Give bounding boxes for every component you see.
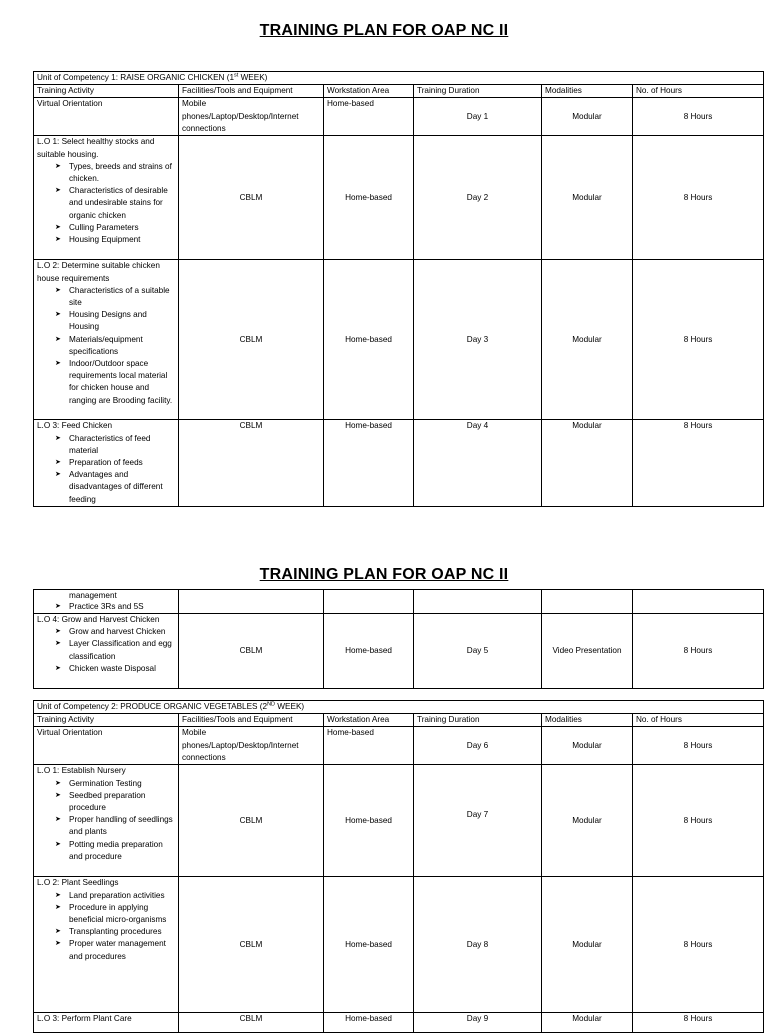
list-item: ➤ Practice 3Rs and 5S — [69, 601, 175, 612]
learning-outcome: L.O 2: Determine suitable chicken house requirements — [37, 261, 160, 283]
list-item: ➤ Housing Equipment — [69, 234, 175, 246]
list-item: ➤ Chicken waste Disposal — [69, 663, 175, 675]
list-item: ➤ Housing Designs and Housing — [69, 309, 175, 333]
list-item: ➤ Proper handling of seedlings and plants — [69, 814, 175, 838]
table-row — [34, 98, 764, 136]
activity-cell: Virtual Orientation — [34, 98, 179, 136]
facilities-cell: CBLM — [179, 614, 324, 689]
learning-outcome: L.O 4: Grow and Harvest Chicken — [37, 615, 160, 624]
activity-cell: Virtual Orientation — [34, 727, 179, 765]
activity-cell — [34, 260, 179, 420]
modality-cell: Modular — [542, 877, 633, 1013]
workstation-cell: Home-based — [324, 136, 414, 260]
unit-header-row — [34, 701, 764, 714]
activity-cell — [34, 614, 179, 689]
learning-outcome: L.O 2: Plant Seedlings — [37, 878, 119, 888]
hours-cell: 8 Hours — [633, 1013, 764, 1033]
hours-cell: 8 Hours — [633, 420, 764, 506]
topic-list — [37, 626, 175, 675]
table-row — [34, 420, 764, 506]
list-item: ➤ Preparation of feeds — [69, 457, 175, 469]
workstation-cell: Home-based — [324, 98, 414, 136]
list-item: ➤ Grow and harvest Chicken — [69, 626, 175, 638]
modality-cell: Modular — [542, 420, 633, 506]
list-item: ➤ Indoor/Outdoor space requirements local material for chicken house and ranging are Brooding facility. — [69, 358, 175, 407]
duration-cell: Day 7 — [414, 765, 542, 877]
header-workstation: Workstation Area — [324, 714, 414, 727]
modality-cell: Modular — [542, 1013, 633, 1033]
facilities-cell: CBLM — [179, 1013, 324, 1033]
header-modalities: Modalities — [542, 85, 633, 98]
facilities-cell: CBLM — [179, 765, 324, 877]
facilities-cell — [179, 590, 324, 614]
header-workstation: Workstation Area — [324, 85, 414, 98]
training-plan-table-unit-1 — [33, 71, 764, 507]
column-header-row — [34, 714, 764, 727]
training-plan-table-continued — [33, 589, 764, 689]
learning-outcome: L.O 1: Establish Nursery — [37, 766, 126, 776]
duration-cell: Day 4 — [414, 420, 542, 506]
topic-list — [37, 433, 175, 506]
activity-cell — [34, 420, 179, 506]
learning-outcome: L.O 3: Feed Chicken — [37, 421, 113, 431]
hours-cell: 8 Hours — [633, 260, 764, 420]
list-item: ➤ Types, breeds and strains of chicken. — [69, 161, 175, 185]
facilities-cell: CBLM — [179, 420, 324, 506]
modality-cell: Modular — [542, 727, 633, 765]
table-row — [34, 614, 764, 689]
topic-list — [37, 890, 175, 963]
hours-cell: 8 Hours — [633, 727, 764, 765]
workstation-cell: Home-based — [324, 420, 414, 506]
activity-cell — [34, 1013, 179, 1033]
modality-cell: Modular — [542, 260, 633, 420]
unit-of-competency-1: Unit of Competency 1: RAISE ORGANIC CHICKEN (1st WEEK) — [34, 72, 764, 85]
facilities-cell: Mobile phones/Laptop/Desktop/Internet connections — [179, 727, 324, 765]
header-facilities: Facilities/Tools and Equipment — [179, 85, 324, 98]
continued-text: management — [69, 591, 117, 600]
list-item: ➤ Potting media preparation and procedure — [69, 839, 175, 863]
list-item: ➤ Materials/equipment specifications — [69, 334, 175, 358]
learning-outcome: L.O 1: Select healthy stocks and suitable housing. — [37, 137, 155, 159]
list-item: ➤ Layer Classification and egg classification — [69, 638, 175, 662]
duration-cell: Day 5 — [414, 614, 542, 689]
workstation-cell: Home-based — [324, 1013, 414, 1033]
unit-of-competency-2: Unit of Competency 2: PRODUCE ORGANIC VEGETABLES (2ND WEEK) — [34, 701, 764, 714]
duration-cell — [414, 590, 542, 614]
facilities-cell: Mobile phones/Laptop/Desktop/Internet connections — [179, 98, 324, 136]
unit-header-row — [34, 72, 764, 85]
list-item: ➤ Characteristics of a suitable site — [69, 285, 175, 309]
workstation-cell: Home-based — [324, 877, 414, 1013]
table-row — [34, 590, 764, 614]
modality-cell: Modular — [542, 136, 633, 260]
column-header-row — [34, 85, 764, 98]
modality-cell: Modular — [542, 765, 633, 877]
hours-cell: 8 Hours — [633, 877, 764, 1013]
facilities-cell: CBLM — [179, 136, 324, 260]
facilities-cell: CBLM — [179, 877, 324, 1013]
list-item: ➤ Seedbed preparation procedure — [69, 790, 175, 814]
duration-cell: Day 1 — [414, 98, 542, 136]
list-item: ➤ Culling Parameters — [69, 222, 175, 234]
list-item: ➤ Transplanting procedures — [69, 926, 175, 938]
header-facilities: Facilities/Tools and Equipment — [179, 714, 324, 727]
hours-cell: 8 Hours — [633, 614, 764, 689]
training-plan-table-unit-2 — [33, 700, 764, 1033]
list-item-continued — [69, 590, 175, 601]
hours-cell: 8 Hours — [633, 765, 764, 877]
header-duration: Training Duration — [414, 714, 542, 727]
activity-cell — [34, 765, 179, 877]
table-row — [34, 877, 764, 1013]
duration-cell: Day 3 — [414, 260, 542, 420]
list-item: ➤ Advantages and disadvantages of different feeding — [69, 469, 175, 506]
hours-cell — [633, 590, 764, 614]
list-item: ➤ Land preparation activities — [69, 890, 175, 902]
list-item: ➤ Characteristics of desirable and undesirable stains for organic chicken — [69, 185, 175, 222]
modality-cell — [542, 590, 633, 614]
header-modalities: Modalities — [542, 714, 633, 727]
workstation-cell: Home-based — [324, 765, 414, 877]
page-title-2: TRAINING PLAN FOR OAP NC II — [259, 566, 509, 583]
duration-cell: Day 2 — [414, 136, 542, 260]
header-hours: No. of Hours — [633, 714, 764, 727]
table-row — [34, 1013, 764, 1033]
header-duration: Training Duration — [414, 85, 542, 98]
table-row — [34, 136, 764, 260]
learning-outcome: L.O 3: Perform Plant Care — [37, 1014, 132, 1024]
table-row — [34, 765, 764, 877]
topic-list — [37, 778, 175, 863]
table-row — [34, 260, 764, 420]
duration-cell: Day 6 — [414, 727, 542, 765]
topic-list — [37, 161, 175, 246]
workstation-cell — [324, 590, 414, 614]
topic-list — [37, 590, 175, 612]
duration-cell: Day 9 — [414, 1013, 542, 1033]
table-row — [34, 727, 764, 765]
list-item: ➤ Characteristics of feed material — [69, 433, 175, 457]
activity-cell — [34, 136, 179, 260]
list-item: ➤ Proper water management and procedures — [69, 938, 175, 962]
header-training-activity: Training Activity — [34, 85, 179, 98]
hours-cell: 8 Hours — [633, 136, 764, 260]
activity-cell — [34, 877, 179, 1013]
list-item: ➤ Germination Testing — [69, 778, 175, 790]
workstation-cell: Home-based — [324, 260, 414, 420]
workstation-cell: Home-based — [324, 614, 414, 689]
header-training-activity: Training Activity — [34, 714, 179, 727]
modality-cell: Modular — [542, 98, 633, 136]
header-hours: No. of Hours — [633, 85, 764, 98]
workstation-cell: Home-based — [324, 727, 414, 765]
topic-list — [37, 285, 175, 407]
hours-cell: 8 Hours — [633, 98, 764, 136]
duration-cell: Day 8 — [414, 877, 542, 1013]
facilities-cell: CBLM — [179, 260, 324, 420]
activity-cell — [34, 590, 179, 614]
list-item: ➤ Procedure in applying beneficial micro-organisms — [69, 902, 175, 926]
page-title: TRAINING PLAN FOR OAP NC II — [259, 22, 509, 39]
modality-cell: Video Presentation — [542, 614, 633, 689]
